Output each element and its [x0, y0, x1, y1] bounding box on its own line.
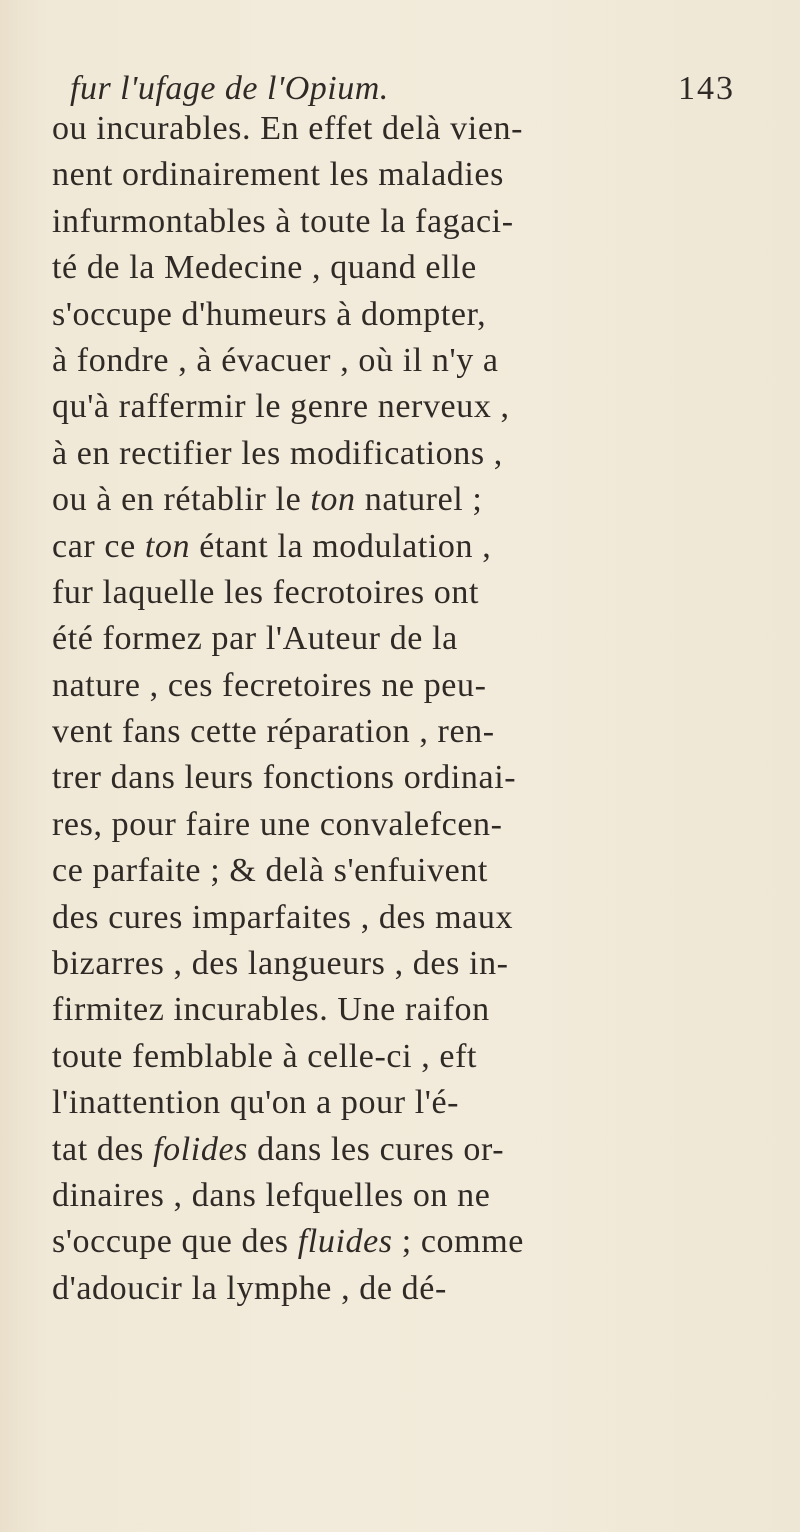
text-segment: bizarres , des langueurs , des in- [52, 945, 509, 983]
text-line [52, 338, 772, 384]
text-line [52, 292, 772, 338]
running-title: fur l'ufage de l'Opium. [70, 70, 389, 107]
text-segment: nature , ces fecretoires ne peu- [52, 666, 487, 704]
text-line [52, 616, 772, 662]
text-segment: d'adoucir la lymphe , de dé- [52, 1269, 447, 1307]
text-segment: nent ordinairement les maladies [52, 156, 504, 194]
text-segment: té de la Medecine , quand elle [52, 249, 477, 287]
text-segment: toute femblable à celle-ci , eft [52, 1037, 478, 1075]
text-line [52, 1127, 772, 1173]
text-segment: été formez par l'Auteur de la [52, 620, 458, 658]
text-segment: vent fans cette réparation , ren- [52, 713, 495, 751]
text-line [52, 152, 772, 198]
page-number: 143 [678, 70, 735, 107]
text-segment: res, pour faire une convalefcen- [52, 805, 503, 843]
italic-segment: ton [144, 527, 191, 565]
text-line [52, 245, 772, 291]
text-segment: qu'à raffermir le genre nerveux , [52, 388, 510, 426]
text-line [52, 709, 772, 755]
text-line [52, 987, 772, 1033]
text-line [52, 941, 772, 987]
text-line [52, 1173, 772, 1219]
text-line [52, 570, 772, 616]
text-segment: ou à en rétablir le [52, 481, 311, 519]
text-segment: l'inattention qu'on a pour l'é- [52, 1084, 460, 1122]
text-segment: fur laquelle les fecrotoires ont [52, 573, 480, 611]
italic-segment: ton [310, 481, 356, 519]
body-text [52, 106, 772, 1312]
text-line [52, 431, 772, 477]
text-segment: ou incurables. En effet delà vien- [52, 110, 524, 147]
text-segment: tat des [52, 1130, 154, 1168]
text-line [52, 199, 772, 245]
text-segment: ; comme [392, 1223, 524, 1261]
text-line [52, 1034, 772, 1080]
text-segment: étant la modulation , [190, 527, 492, 565]
text-segment: dinaires , dans lefquelles on ne [52, 1176, 491, 1214]
text-line [52, 802, 772, 848]
text-segment: ce parfaite ; & delà s'enfuivent [52, 852, 488, 890]
text-segment: à en rectifier les modifications , [52, 434, 503, 472]
italic-segment: folides [153, 1130, 248, 1168]
text-line [52, 524, 772, 570]
italic-segment: fluides [297, 1223, 393, 1261]
text-segment: à fondre , à évacuer , où il n'y a [52, 341, 499, 379]
text-line [52, 1080, 772, 1126]
text-line [52, 663, 772, 709]
text-line [52, 477, 772, 523]
text-line [52, 384, 772, 430]
text-segment: s'occupe d'humeurs à dompter, [52, 295, 487, 333]
text-segment: dans les cures or- [247, 1130, 505, 1168]
text-segment: car ce [52, 527, 145, 565]
text-segment: trer dans leurs fonctions ordinai- [52, 759, 517, 797]
text-line [52, 106, 772, 152]
text-segment: firmitez incurables. Une raifon [52, 991, 490, 1029]
text-line [52, 895, 772, 941]
text-line [52, 1266, 772, 1312]
text-line [52, 1219, 772, 1265]
text-segment: s'occupe que des [52, 1223, 298, 1261]
text-segment: naturel ; [355, 481, 483, 519]
text-segment: infurmontables à toute la fagaci- [52, 202, 514, 240]
text-segment: des cures imparfaites , des maux [52, 898, 514, 936]
text-line [52, 755, 772, 801]
text-line [52, 848, 772, 894]
